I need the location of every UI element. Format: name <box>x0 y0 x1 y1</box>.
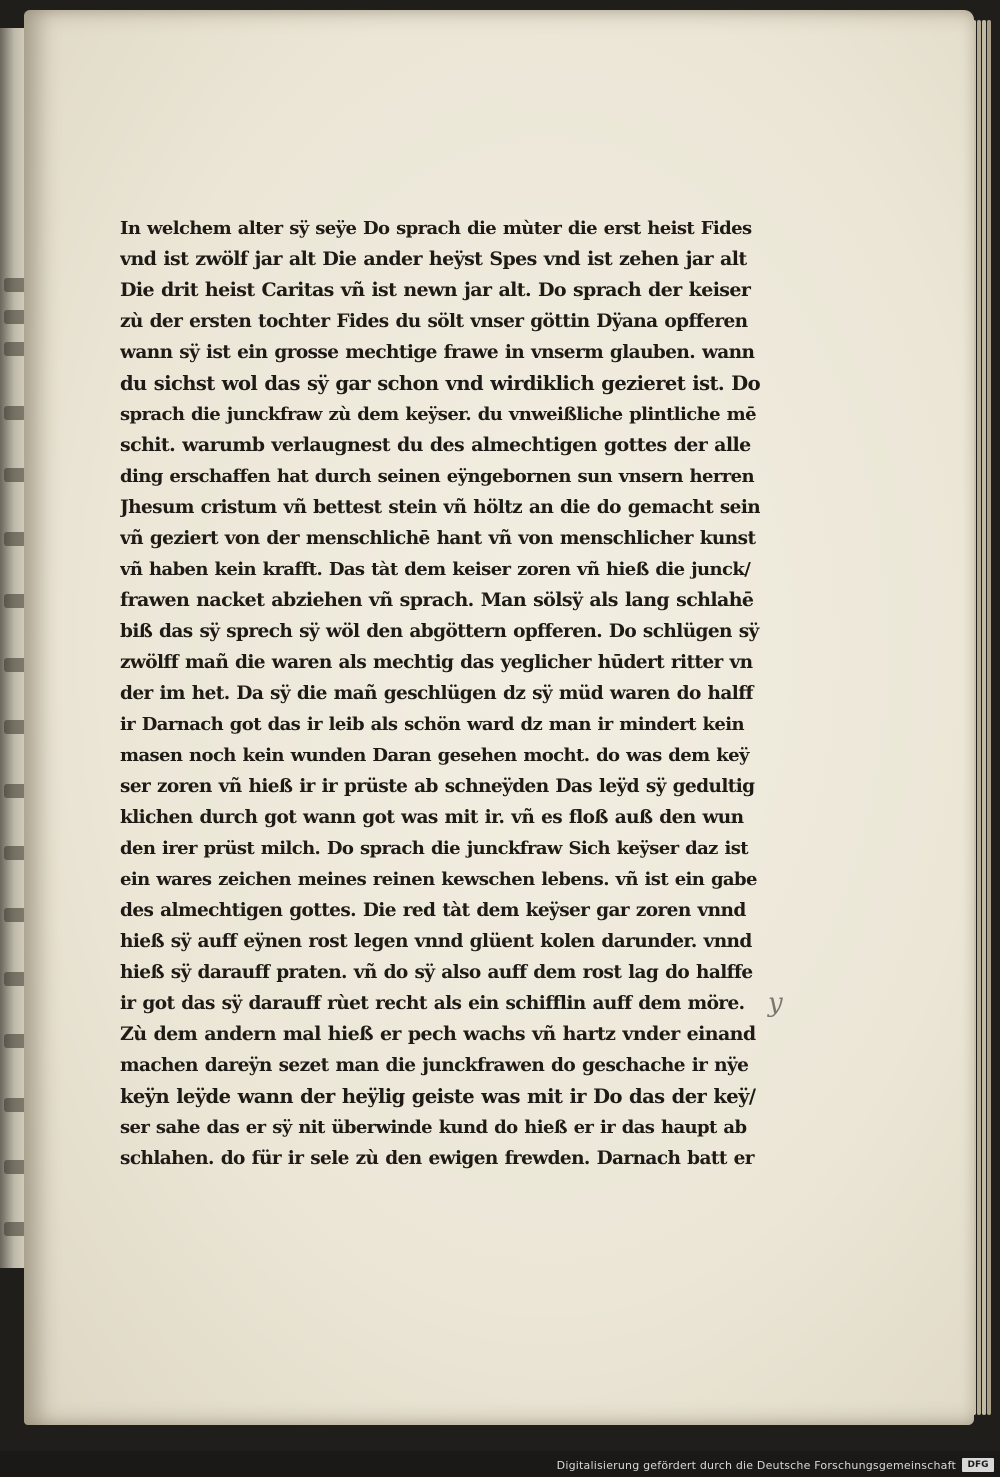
text-line: Jhesum cristum vñ bettest stein vñ höltz an die do gemacht sein <box>120 497 760 518</box>
text-line: ding erschaffen hat durch seinen eÿngebornen sun vnsern herren <box>120 466 754 487</box>
blackletter-text-block <box>120 213 760 1174</box>
text-line: biß das sÿ sprech sÿ wöl den abgöttern opfferen. Do schlügen sÿ <box>120 621 759 642</box>
text-line: vñ geziert von der menschlichē hant vñ von menschlicher kunst <box>120 528 756 549</box>
text-line: hieß sÿ darauff praten. vñ do sÿ also auff dem rost lag do halffe <box>120 962 753 983</box>
text-line: keÿn leÿde wann der heÿlig geiste was mit ir Do das der keÿ/ <box>120 1085 756 1108</box>
text-line: klichen durch got wann got was mit ir. vñ es floß auß den wun <box>120 807 744 828</box>
bleed-through-mark <box>4 908 26 922</box>
page-edge <box>987 20 991 1415</box>
text-line: zwölff mañ die waren als mechtig das yeglicher hūdert ritter vn <box>120 652 753 673</box>
dfg-logo: DFG <box>962 1458 994 1472</box>
page-edge <box>982 20 986 1415</box>
text-line: zù der ersten tochter Fides du sölt vnser göttin Dÿana opfferen <box>120 311 748 332</box>
text-line: des almechtigen gottes. Die red tàt dem keÿser gar zoren vnnd <box>120 900 746 921</box>
text-line: ein wares zeichen meines reinen kewschen lebens. vñ ist ein gabe <box>120 869 757 890</box>
footer-bar <box>0 1451 1000 1477</box>
funding-credit: Digitalisierung gefördert durch die Deutsche Forschungsgemeinschaft <box>556 1459 956 1472</box>
text-line: ir Darnach got das ir leib als schön ward dz man ir mindert kein <box>120 714 744 735</box>
text-line: In welchem alter sÿ seÿe Do sprach die mùter die erst heist Fides <box>120 218 752 239</box>
folio-mark: y <box>768 988 783 1018</box>
text-line: den irer prüst milch. Do sprach die junckfraw Sich keÿser daz ist <box>120 838 748 859</box>
page-edge <box>977 20 981 1415</box>
text-line: sprach die junckfraw zù dem keÿser. du vnweißliche plintliche mē <box>120 404 756 425</box>
text-line: ser sahe das er sÿ nit überwinde kund do hieß er ir das haupt ab <box>120 1117 747 1138</box>
text-line: schlahen. do für ir sele zù den ewigen frewden. Darnach batt er <box>120 1148 754 1169</box>
text-line: frawen nacket abziehen vñ sprach. Man sölsÿ als lang schlahē <box>120 589 754 611</box>
text-line: du sichst wol das sÿ gar schon vnd wirdiklich gezieret ist. Do <box>120 372 760 395</box>
text-line: hieß sÿ auff eÿnen rost legen vnnd glüent kolen darunder. vnnd <box>120 931 752 952</box>
text-line: masen noch kein wunden Daran gesehen mocht. do was dem keÿ <box>120 745 749 766</box>
text-line: vñ haben kein krafft. Das tàt dem keiser zoren vñ hieß die junck/ <box>120 559 751 580</box>
text-line: Zù dem andern mal hieß er pech wachs vñ hartz vnder einand <box>120 1023 756 1045</box>
text-line: schit. warumb verlaugnest du des almechtigen gottes der alle <box>120 434 751 456</box>
bleed-through-mark <box>4 406 26 420</box>
text-line: Die drit heist Caritas vñ ist newn jar alt. Do sprach der keiser <box>120 279 751 301</box>
text-line: ir got das sÿ darauff rùet recht als ein schifflin auff dem möre. <box>120 993 745 1014</box>
book-page <box>24 10 974 1425</box>
text-line: ser zoren vñ hieß ir ir prüste ab schneÿden Das leÿd sÿ gedultig <box>120 776 755 797</box>
text-line: vnd ist zwölf jar alt Die ander heÿst Spes vnd ist zehen jar alt <box>120 248 747 270</box>
text-line: machen dareÿn sezet man die junckfrawen do geschache ir nÿe <box>120 1055 749 1076</box>
text-line: der im het. Da sÿ die mañ geschlügen dz sÿ müd waren do halff <box>120 683 753 704</box>
text-line: wann sÿ ist ein grosse mechtige frawe in vnserm glauben. wann <box>120 342 755 363</box>
